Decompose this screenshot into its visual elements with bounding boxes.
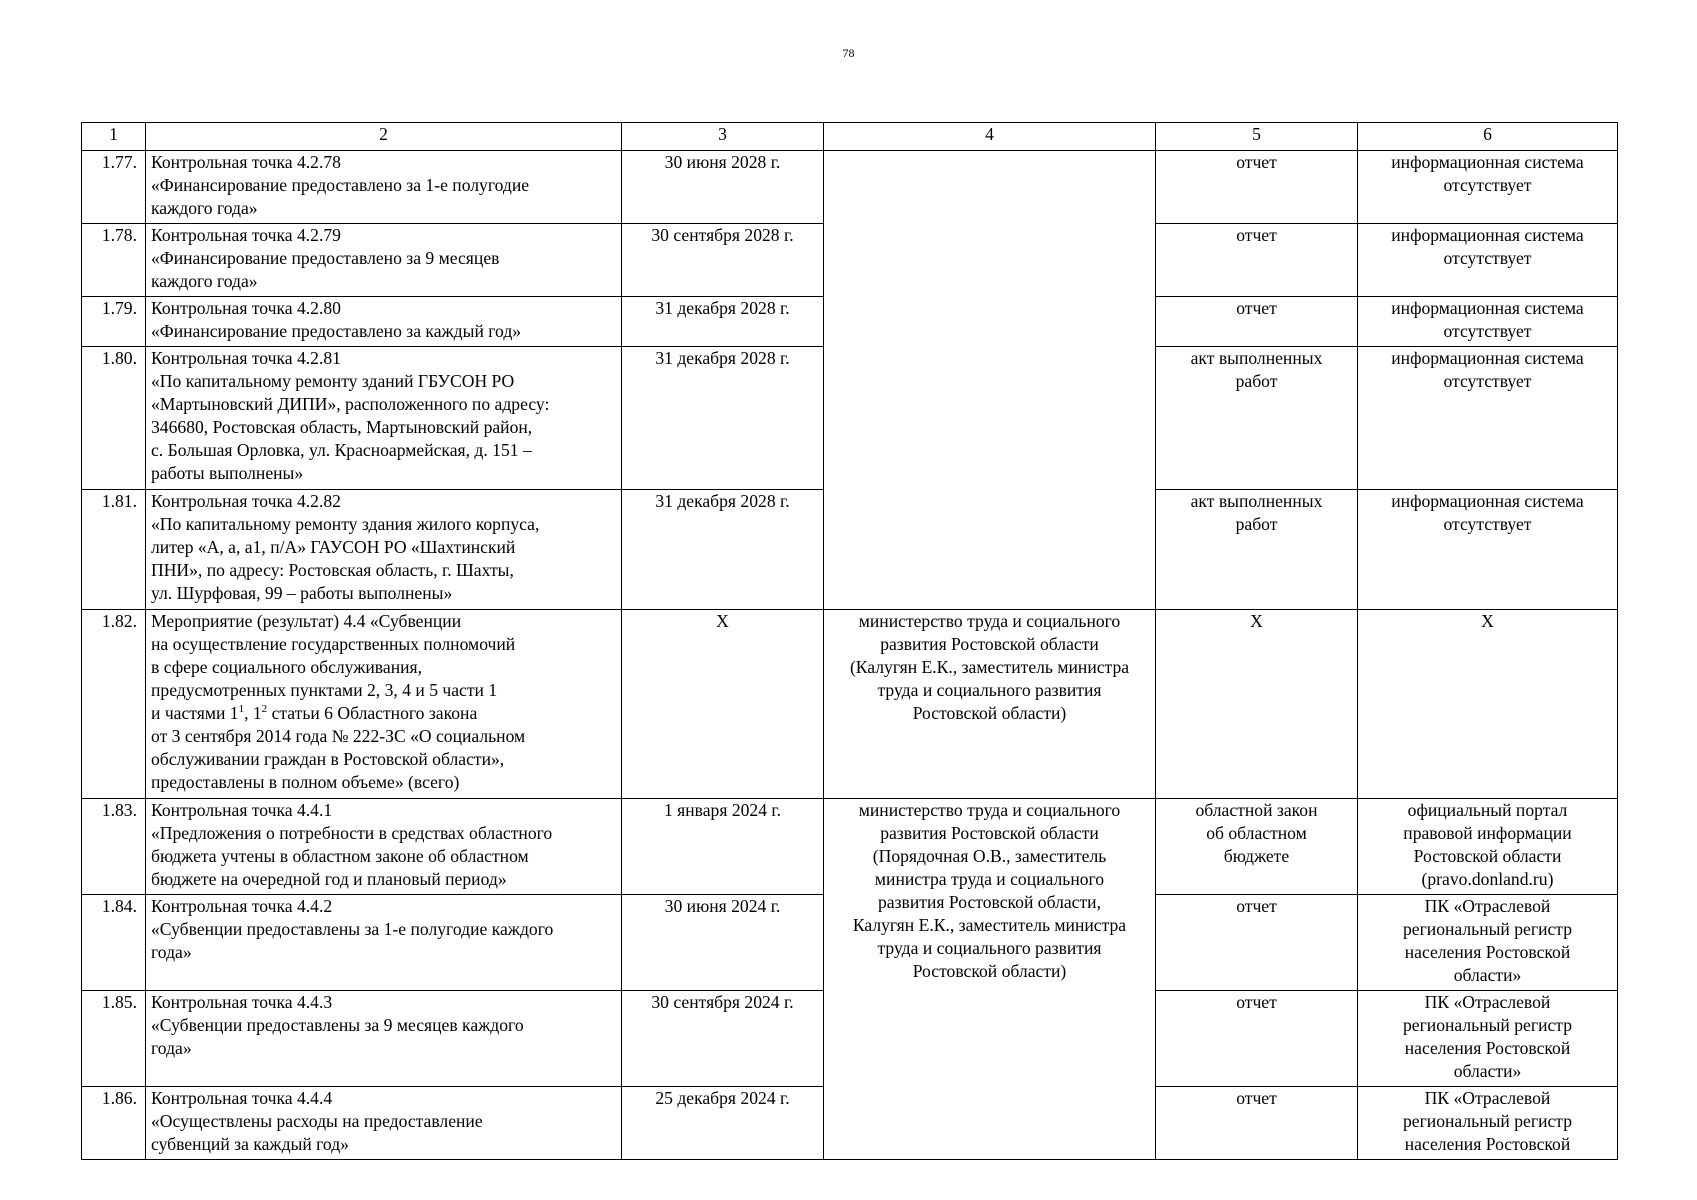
row-system: ПК «Отраслевой региональный регистр населения Ростовской области» <box>1358 895 1618 991</box>
column-header: 5 <box>1156 123 1358 151</box>
table-row <box>82 610 1618 799</box>
row-number: 1.86. <box>82 1087 146 1160</box>
row-document: отчет <box>1156 224 1358 297</box>
table-row <box>82 151 1618 224</box>
row-system: информационная система отсутствует <box>1358 490 1618 610</box>
row-date: 1 января 2024 г. <box>622 799 824 895</box>
row-system: ПК «Отраслевой региональный регистр населения Ростовской области» <box>1358 991 1618 1087</box>
row-document: акт выполненных работ <box>1156 490 1358 610</box>
row-system: ПК «Отраслевой региональный регистр населения Ростовской <box>1358 1087 1618 1160</box>
row-document: акт выполненных работ <box>1156 347 1358 490</box>
row-document: отчет <box>1156 151 1358 224</box>
responsible-cell-merged: министерство труда и социального развития Ростовской области (Порядочная О.В., заместитель министра труда и социального развития Ростовской области, Калугян Е.К., заместитель министра труда и социального развития Ростовской области) <box>824 799 1156 1160</box>
page-number: 78 <box>842 46 855 60</box>
row-system: официальный портал правовой информации Ростовской области (pravo.donland.ru) <box>1358 799 1618 895</box>
control-points-table <box>81 122 1618 1160</box>
row-system: информационная система отсутствует <box>1358 151 1618 224</box>
row-name: Контрольная точка 4.4.2 «Субвенции предоставлены за 1-е полугодие каждого года» <box>146 895 622 991</box>
row-name: Контрольная точка 4.2.82 «По капитальному ремонту здания жилого корпуса, литер «А, а, а1, п/А» ГАУСОН РО «Шахтинский ПНИ», по адресу: Ростовская область, г. Шахты, ул. Шурфовая, 99 – работы выполнены» <box>146 490 622 610</box>
row-number: 1.78. <box>82 224 146 297</box>
row-name: Контрольная точка 4.4.3 «Субвенции предоставлены за 9 месяцев каждого года» <box>146 991 622 1087</box>
column-header: 1 <box>82 123 146 151</box>
row-name: Контрольная точка 4.2.80 «Финансирование предоставлено за каждый год» <box>146 297 622 347</box>
row-system: информационная система отсутствует <box>1358 297 1618 347</box>
row-document: областной закон об областном бюджете <box>1156 799 1358 895</box>
row-date: 30 сентября 2028 г. <box>622 224 824 297</box>
row-document: отчет <box>1156 991 1358 1087</box>
row-date: 31 декабря 2028 г. <box>622 347 824 490</box>
row-name: Мероприятие (результат) 4.4 «Субвенции на осуществление государственных полномочий в сфере социального обслуживания, предусмотренных пунктами 2, 3, 4 и 5 части 1 и частями $1^1$, $1^2$ статьи 6 Областного закона от 3 сентября 2014 года № 222-ЗС «О социальном обслуживании граждан в Ростовской области», предоставлены в полном объеме» (всего) <box>146 610 622 799</box>
row-document: отчет <box>1156 1087 1358 1160</box>
column-number-row <box>82 123 1618 151</box>
row-number: 1.84. <box>82 895 146 991</box>
table-row <box>82 799 1618 895</box>
row-responsible: министерство труда и социального развития Ростовской области (Калугян Е.К., заместитель министра труда и социального развития Ростовской области) <box>824 610 1156 799</box>
row-number: 1.83. <box>82 799 146 895</box>
row-document: отчет <box>1156 297 1358 347</box>
row-number: 1.81. <box>82 490 146 610</box>
row-date: 30 июня 2028 г. <box>622 151 824 224</box>
column-header: 2 <box>146 123 622 151</box>
row-number: 1.80. <box>82 347 146 490</box>
row-date: Х <box>622 610 824 799</box>
row-name: Контрольная точка 4.2.78 «Финансирование предоставлено за 1-е полугодие каждого года» <box>146 151 622 224</box>
row-system: Х <box>1358 610 1618 799</box>
row-date: 25 декабря 2024 г. <box>622 1087 824 1160</box>
row-name: Контрольная точка 4.2.81 «По капитальному ремонту зданий ГБУСОН РО «Мартыновский ДИПИ», расположенного по адресу: 346680, Ростовская область, Мартыновский район, с. Большая Орловка, ул. Красноармейская, д. 151 – работы выполнены» <box>146 347 622 490</box>
row-date: 31 декабря 2028 г. <box>622 490 824 610</box>
row-name: Контрольная точка 4.2.79 «Финансирование предоставлено за 9 месяцев каждого года» <box>146 224 622 297</box>
row-number: 1.79. <box>82 297 146 347</box>
row-name: Контрольная точка 4.4.1 «Предложения о потребности в средствах областного бюджета учтены в областном законе об областном бюджете на очередной год и плановый период» <box>146 799 622 895</box>
row-date: 30 сентября 2024 г. <box>622 991 824 1087</box>
row-system: информационная система отсутствует <box>1358 224 1618 297</box>
row-number: 1.77. <box>82 151 146 224</box>
row-system: информационная система отсутствует <box>1358 347 1618 490</box>
row-name: Контрольная точка 4.4.4 «Осуществлены расходы на предоставление субвенций за каждый год» <box>146 1087 622 1160</box>
row-number: 1.85. <box>82 991 146 1087</box>
column-header: 3 <box>622 123 824 151</box>
column-header: 6 <box>1358 123 1618 151</box>
row-date: 30 июня 2024 г. <box>622 895 824 991</box>
responsible-cell-empty <box>824 151 1156 610</box>
row-number: 1.82. <box>82 610 146 799</box>
row-document: отчет <box>1156 895 1358 991</box>
column-header: 4 <box>824 123 1156 151</box>
row-date: 31 декабря 2028 г. <box>622 297 824 347</box>
row-document: Х <box>1156 610 1358 799</box>
